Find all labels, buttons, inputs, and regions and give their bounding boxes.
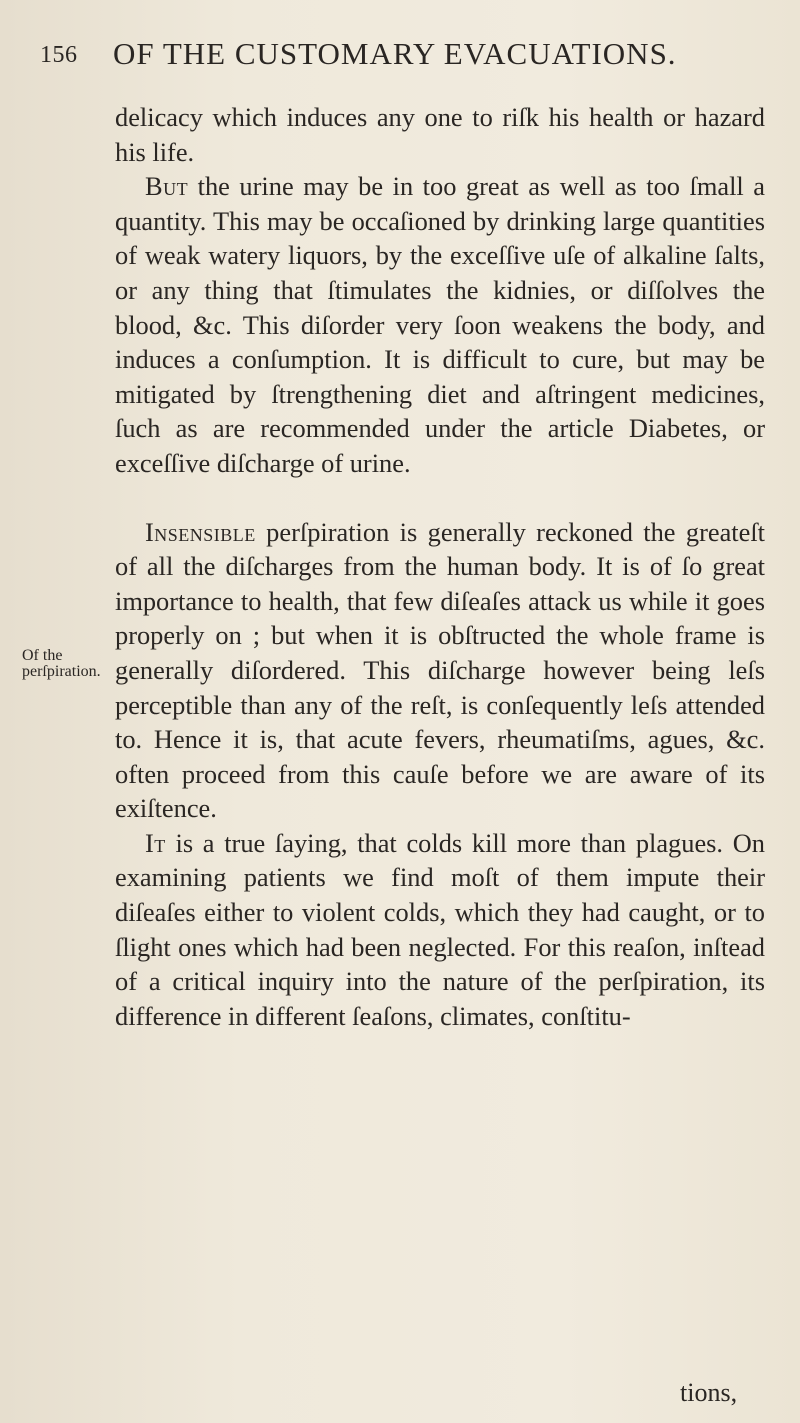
- paragraph-perspiration: [115, 515, 765, 826]
- running-head: OF THE CUSTOMARY EVACUATIONS.: [113, 36, 677, 71]
- paragraph-text: delicacy which induces any one to riſk his health or hazard his life.: [115, 102, 765, 167]
- paragraph-lead: But: [145, 171, 189, 202]
- paragraph-continuation: [115, 100, 765, 169]
- page-number: 156: [40, 42, 78, 68]
- paragraph-text: perſpiration is generally reckoned the greateſt of all the diſcharges from the human body. It is of ſo great importance to health, that few diſeaſes attack us while it goes properly on ; but when it is obſtructed the whole frame is generally diſordered. This diſcharge however being leſs perceptible than any of the reſt, is conſequently leſs attended to. Hence it is, that acute fevers, rheumatiſms, agues, &c. often proceed from this cauſe before we are aware of its exiſtence.: [115, 516, 765, 824]
- paragraph-lead: It: [145, 827, 166, 858]
- page-header: [40, 28, 780, 78]
- paragraph-urine: [115, 169, 765, 480]
- paragraph-text: is a true ſaying, that colds kill more than plagues. On examining patients we find moſt of them impute their diſeaſes either to violent colds, which they had caught, or to ſlight ones which had been neglected. For this reaſon, inſtead of a critical inquiry into the nature of the perſpiration, its difference in different ſeaſons, climates, conſtitu-: [115, 827, 765, 1031]
- paragraph-colds: [115, 826, 765, 1034]
- paragraph-text: the urine may be in too great as well as too ſmall a quantity. This may be occaſioned by drinking large quantities of weak watery liquors, by the exceſſive uſe of alkaline ſalts, or any thing that ſtimulates the kidnies, or diſſolves the blood, &c. This diſorder very ſoon weakens the body, and induces a conſumption. It is difficult to cure, but may be mitigated by ſtrengthening diet and aſtringent medicines, ſuch as are recommended under the article Diabetes, or exceſſive diſcharge of urine.: [115, 171, 765, 478]
- paragraph-lead: Insensible: [145, 516, 256, 547]
- margin-note: Of the perſpiration.: [22, 647, 101, 680]
- body-text: [115, 100, 765, 1033]
- catchword: tions,: [680, 1378, 738, 1407]
